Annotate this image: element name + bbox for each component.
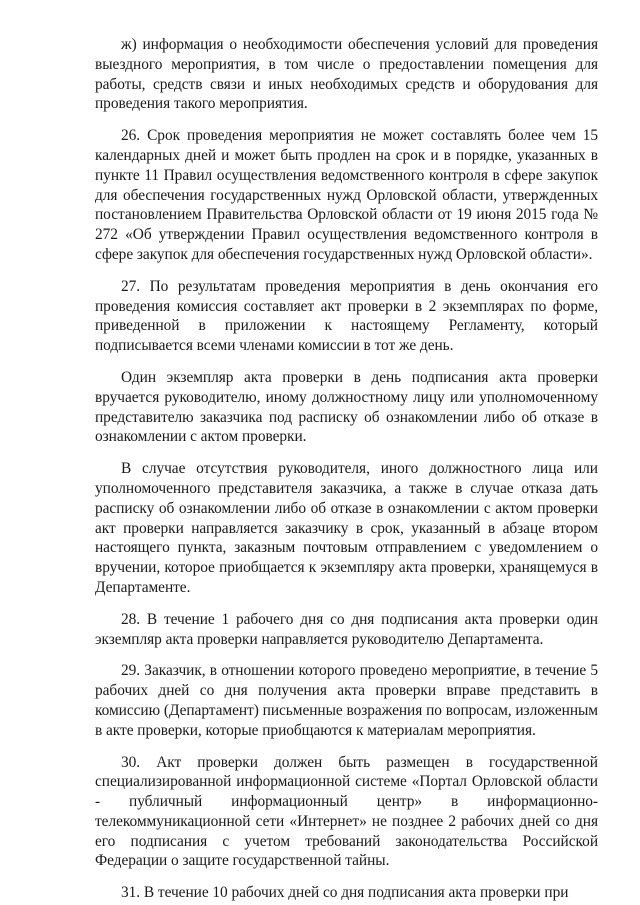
paragraph-zh: ж) информация о необходимости обеспечения условий для проведения выездного мероприятия, в том числе о предоставлении помещения для работы, средств связи и иных необходимых средств и оборудования для проведения такого мероприятия. (95, 36, 598, 113)
paragraph-28: 28. В течение 1 рабочего дня со дня подписания акта проверки один экземпляр акта проверки направляется руководителю Департамента. (95, 610, 598, 648)
paragraph-30: 30. Акт проверки должен быть размещен в государственной специализированной информационной системе «Портал Орловской области - публичный информационный центр» в информационно-телекоммуникационной сети «Интернет» не позднее 2 рабочих дней со дня его подписания с учетом требований законодательства Российской Федерации о защите государственной тайны. (95, 753, 598, 870)
paragraph-26: 26. Срок проведения мероприятия не может составлять более чем 15 календарных дней и может быть продлен на срок и в порядке, указанных в пункте 11 Правил осуществления ведомственного контроля в сфере закупок для обеспечения государственных нужд Орловской области, утвержденных постановлением Правительства Орловской области от 19 июня 2015 года № 272 «Об утверждении Правил осуществления ведомственного контроля в сфере закупок для обеспечения государственных нужд Орловской области». (95, 127, 598, 263)
paragraph-29: 29. Заказчик, в отношении которого проведено мероприятие, в течение 5 рабочих дней со дня получения акта проверки вправе представить в комиссию (Департамент) письменные возражения по вопросам, изложенным в акте проверки, которые приобщаются к материалам мероприятия. (95, 662, 598, 739)
paragraph-27: 27. По результатам проведения мероприятия в день окончания его проведения комиссия составляет акт проверки в 2 экземплярах по форме, приведенной в приложении к настоящему Регламенту, который подписывается всеми членами комиссии в тот же день. (95, 277, 598, 355)
paragraph-31: 31. В течение 10 рабочих дней со дня подписания акта проверки при (121, 884, 569, 902)
paragraph-27-copy-delivery: Один экземпляр акта проверки в день подписания акта проверки вручается руководителю, иному должностному лицу или уполномоченному представителю заказчика под расписку об ознакомлении либо об отказе в ознакомлении с актом проверки. (95, 368, 598, 446)
paragraph-27-absence-case: В случае отсутствия руководителя, иного должностного лица или уполномоченного представителя заказчика, а также в случае отказа дать расписку об ознакомлении либо об отказе в ознакомлении с актом проверки акт проверки направляется заказчику в срок, указанный в абзаце втором настоящего пункта, заказным почтовым отправлением с уведомлением о вручении, которое приобщается к экземпляру акта проверки, хранящемуся в Департаменте. (95, 460, 598, 596)
